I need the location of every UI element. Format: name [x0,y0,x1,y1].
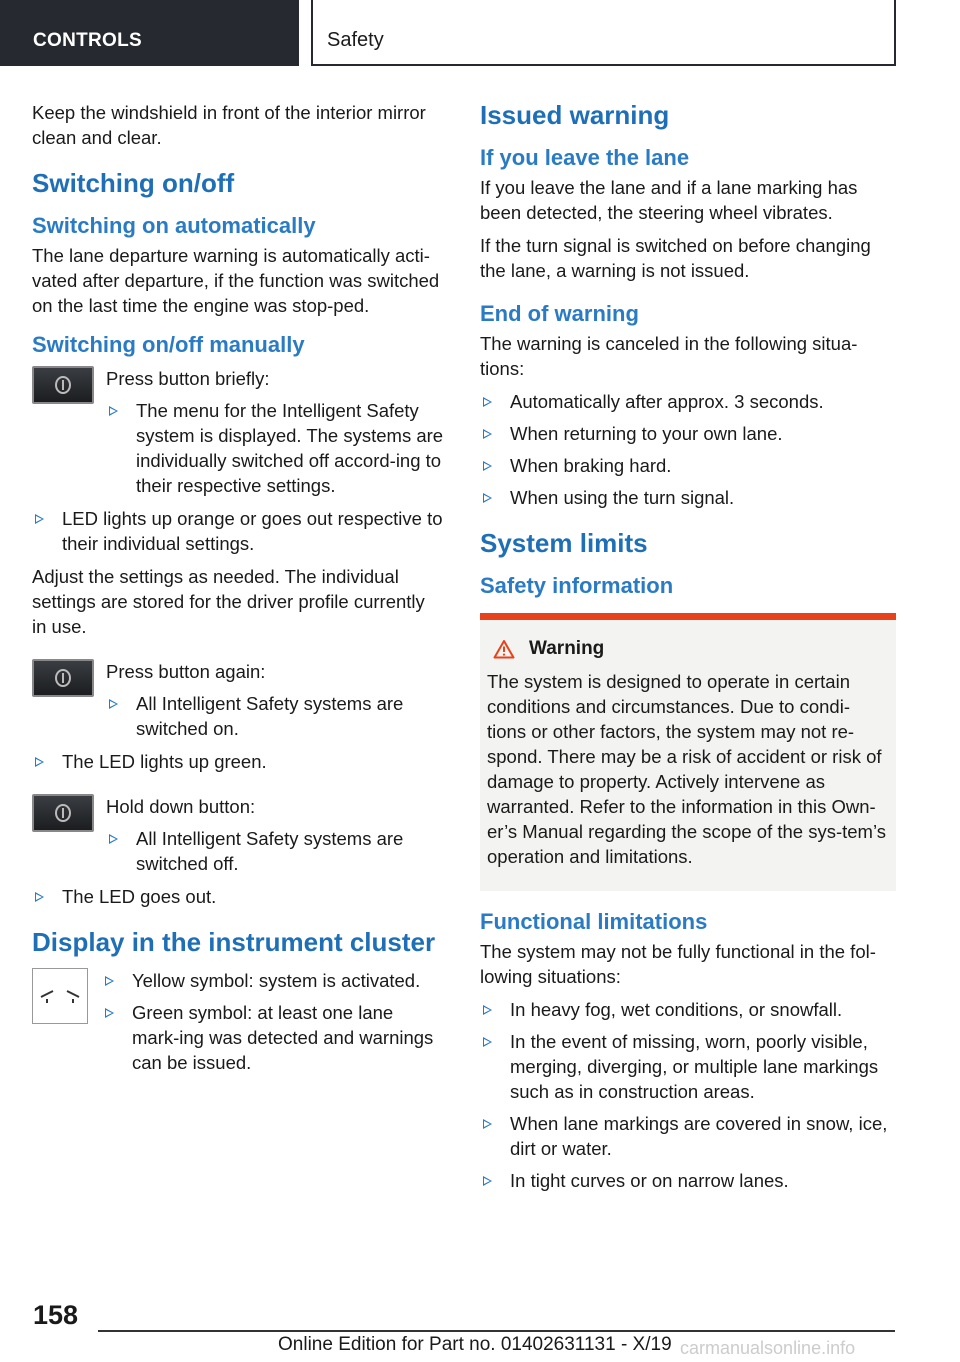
adjust-text: Adjust the settings as needed. The individual settings are stored for the driver profile currently in use. [32,566,425,637]
warning-triangle-icon [493,639,515,659]
intelligent-safety-button-icon [32,659,94,697]
list-item: All Intelligent Safety systems are switched off. [106,826,444,876]
triangle-bullet-icon [109,406,118,416]
list-item: When lane markings are covered in snow, ice, dirt or water. [480,1111,896,1161]
triangle-bullet-icon [483,1119,492,1129]
list-item: LED lights up orange or goes out respective to their individual settings. [32,506,444,556]
footer-divider [98,1330,895,1332]
led-out-list [32,884,444,909]
leave-text-1: If you leave the lane and if a lane marking has been detected, the steering wheel vibrates. [480,177,858,223]
triangle-bullet-icon [105,976,114,986]
press-briefly-list [106,398,444,498]
press-again-list [106,691,444,741]
press-again-row [32,659,444,749]
hold-down-row [32,794,444,884]
triangle-bullet-icon [35,757,44,767]
triangle-bullet-icon [483,461,492,471]
list-item: Green symbol: at least one lane mark-ing was detected and warnings can be issued. [102,1000,444,1075]
warning-box [480,613,896,891]
issued-title: Issued warning [480,100,670,130]
header-chapter: Safety [311,0,896,66]
end-title: End of warning [480,301,639,326]
triangle-bullet-icon [483,1037,492,1047]
watermark: carmanualsonline.info [680,1338,856,1358]
triangle-bullet-icon [109,699,118,709]
functional-list [480,997,896,1193]
warning-label: Warning [529,638,605,659]
limits-title: System limits [480,528,648,558]
header-section: CONTROLS [0,0,299,66]
led-list [32,506,444,556]
press-briefly-row [32,366,444,506]
intelligent-safety-button-icon [32,366,94,404]
hold-down-list [106,826,444,876]
intro-text: Keep the windshield in front of the interior mirror clean and clear. [32,102,426,148]
display-row [32,968,444,1083]
display-title: Display in the instrument cluster [32,927,436,957]
triangle-bullet-icon [483,429,492,439]
end-list [480,389,896,510]
list-item: In heavy fog, wet conditions, or snowfall. [480,997,896,1022]
safety-title: Safety information [480,573,674,598]
manual-title: Switching on/off manually [32,332,305,357]
intelligent-safety-button-icon [32,794,94,832]
functional-text: The system may not be fully functional in the fol-lowing situations: [480,941,876,987]
press-briefly-text: Press button briefly: [106,368,270,389]
functional-title: Functional limitations [480,909,708,934]
list-item: The menu for the Intelligent Safety system is displayed. The systems are individually switched off accord-ing to their respective settings. [106,398,444,498]
triangle-bullet-icon [483,397,492,407]
list-item: Automatically after approx. 3 seconds. [480,389,896,414]
triangle-bullet-icon [483,1005,492,1015]
warning-text: The system is designed to operate in certain conditions and circumstances. Due to condi-tions or other factors, the system may not re-spond. There may be a risk of accident or risk of damage to property. Actively intervene as warranted. Refer to the information in this Own-er’s Manual regarding the scope of the sys-tem’s operation and limitations. [487,671,886,867]
list-item: When using the turn signal. [480,485,896,510]
list-item: The LED lights up green. [32,749,444,774]
triangle-bullet-icon [105,1008,114,1018]
triangle-bullet-icon [483,493,492,503]
end-text: The warning is canceled in the following situa-tions: [480,333,858,379]
page-number: 158 [33,1300,79,1330]
right-column [480,100,896,1201]
left-column [32,100,444,1083]
list-item: The LED goes out. [32,884,444,909]
list-item: In the event of missing, worn, poorly visible, merging, diverging, or multiple lane markings such as in construction areas. [480,1029,896,1104]
leave-title: If you leave the lane [480,145,690,170]
triangle-bullet-icon [35,892,44,902]
triangle-bullet-icon [35,514,44,524]
list-item: When returning to your own lane. [480,421,896,446]
triangle-bullet-icon [109,834,118,844]
press-again-text: Press button again: [106,661,266,682]
list-item: When braking hard. [480,453,896,478]
list-item: In tight curves or on narrow lanes. [480,1168,896,1193]
auto-title: Switching on automatically [32,213,316,238]
auto-text: The lane departure warning is automatically acti-vated after departure, if the function was switched on the last time the engine was stop-ped. [32,245,440,316]
list-item: Yellow symbol: system is activated. [102,968,444,993]
list-item: All Intelligent Safety systems are switched on. [106,691,444,741]
triangle-bullet-icon [483,1176,492,1186]
footer-edition: Online Edition for Part no. 01402631131 - X/19 [278,1334,672,1355]
leave-text-2: If the turn signal is switched on before changing the lane, a warning is not issued. [480,235,871,281]
led-green-list [32,749,444,774]
warning-header [487,638,888,660]
switching-title: Switching on/off [32,168,235,198]
lane-departure-icon [32,968,88,1024]
display-list [102,968,444,1075]
hold-down-text: Hold down button: [106,796,256,817]
